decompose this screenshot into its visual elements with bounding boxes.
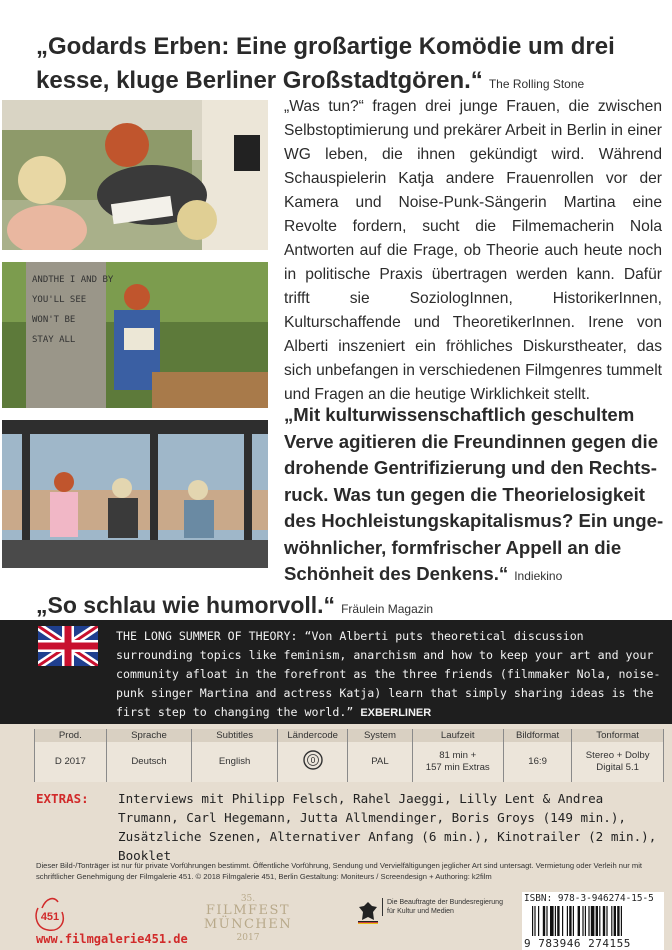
filmfest-title-line1: FILMFEST bbox=[205, 903, 291, 918]
tech-header: Subtitles bbox=[192, 729, 278, 742]
logo-451-text: 451 bbox=[40, 911, 60, 923]
barcode-bar bbox=[603, 906, 605, 936]
headline-quote bbox=[36, 30, 656, 101]
technical-header-row bbox=[35, 729, 664, 742]
barcode-bar bbox=[562, 906, 563, 936]
barcode-bar bbox=[569, 906, 571, 936]
barcode-bar bbox=[534, 906, 535, 936]
english-blurb-source: EXBERLINER bbox=[360, 707, 432, 719]
tech-header: Tonformat bbox=[572, 729, 664, 742]
tech-value: Stereo + Dolby Digital 5.1 bbox=[572, 742, 664, 782]
barcode-bar bbox=[606, 906, 607, 936]
region-code-icon bbox=[298, 749, 328, 771]
barcode-bar bbox=[573, 906, 574, 936]
barcode-bar bbox=[550, 906, 554, 936]
extras-label: EXTRAS: bbox=[36, 791, 89, 806]
barcode-bar bbox=[532, 906, 533, 936]
english-blurb-text: THE LONG SUMMER OF THEORY: “Von Alberti puts theoretical discussion surrounding topics like feminism, anarchism and how to keep your art and your community afloat in the forefront as the three friends (filmmaker Nola, noise-punk singer Martina and actress Katja) learn that simply sharing ideas is the first step to changing the world.” bbox=[116, 629, 661, 719]
extras-list: Interviews mit Philipp Felsch, Rahel Jaeggi, Lilly Lent & Andrea Trumann, Carl Hegemann, Jutta Allmendinger, Boris Groys (149 min.), Zusätzliche Szenen, Alternativer Anfang (6 min.), Kinotrailer (2 min.), Booklet bbox=[118, 791, 657, 863]
filmfest-number: 35. bbox=[240, 894, 256, 904]
tech-value: Deutsch bbox=[106, 742, 192, 782]
review-quote-source: Fräulein Magazin bbox=[341, 602, 434, 616]
barcode-bar bbox=[599, 906, 600, 936]
tech-header: System bbox=[348, 729, 412, 742]
bkm-text: Die Beauftragte der Bundesregierung für Kultur und Medien bbox=[382, 898, 513, 916]
tech-value: 16:9 bbox=[503, 742, 571, 782]
svg-text:ANDTHE I AND BY: ANDTHE I AND BY bbox=[32, 275, 114, 285]
technical-data-table bbox=[34, 729, 664, 782]
tech-value: English bbox=[192, 742, 278, 782]
barcode-bar bbox=[578, 906, 580, 936]
synopsis: „Was tun?“ fragen drei junge Frauen, die zwischen Selbstoptimierung und prekärer Arbeit in Berlin in einer WG leben, die ihnen gekündigt wird. Während Schauspielerin Katja andere Frauenrollen vor der Kamera und Noise-Punk-Sängerin Martina eine Revolte fordern, sucht die Filmemacherin Nola Antworten auf die Frage, ob Theorie auch heute noch in politische Praxis übertragen werden kann. Dafür trifft sie SoziologInnen, HistorikerInnen, Kulturschaffende und TheoretikerInnen. Irene von Alberti inszeniert ein fröhliches Diskurstheater, das sich unbefangen in verschiedenen Filmgenres tummelt und Fragen an die heutige Wirklichkeit stellt. bbox=[284, 98, 662, 403]
barcode-bar bbox=[557, 906, 559, 936]
english-blurb bbox=[116, 627, 664, 723]
legal-notice: Dieser Bild-/Tonträger ist nur für private Vorführungen bestimmt. Öffentliche Vorführung, Sendung und Vervielfältigungen jeglicher Art sind untersagt. Vermietung oder Verleih nur mit schriftlicher Genehmigung der Filmgalerie 451. © 2018 Filmgalerie 451, Berlin Gestaltung: Moniteurs / Screendesign + Authoring: k2film bbox=[36, 861, 643, 881]
barcode-bar bbox=[611, 906, 612, 936]
barcode-bar bbox=[588, 906, 589, 936]
barcode-bar bbox=[596, 906, 598, 936]
tech-header: Prod. bbox=[35, 729, 107, 742]
barcode-icon bbox=[532, 906, 658, 936]
review-quote-text: „So schlau wie humorvoll.“ bbox=[36, 592, 336, 618]
tech-header: Laufzeit bbox=[412, 729, 503, 742]
federal-eagle-icon bbox=[358, 900, 378, 924]
website-url[interactable]: www.filmgalerie451.de bbox=[36, 932, 188, 946]
svg-text:WON'T BE: WON'T BE bbox=[32, 315, 76, 325]
barcode-bar bbox=[555, 906, 556, 936]
tech-value: 81 min + 157 min Extras bbox=[412, 742, 503, 782]
tech-header: Sprache bbox=[106, 729, 192, 742]
film-still-2 bbox=[2, 262, 268, 408]
review-quote-indiekino bbox=[284, 402, 664, 590]
uk-flag-icon bbox=[38, 626, 98, 666]
film-still-3 bbox=[2, 420, 268, 568]
filmgalerie-451-logo bbox=[32, 894, 68, 932]
review-quote-fraeulein bbox=[36, 590, 636, 624]
tech-value: D 2017 bbox=[35, 742, 107, 782]
barcode-bar bbox=[538, 906, 539, 936]
barcode-bar bbox=[567, 906, 568, 936]
tech-header: Bildformat bbox=[503, 729, 571, 742]
tech-value: PAL bbox=[348, 742, 412, 782]
region-code-cell bbox=[277, 742, 347, 782]
filmfest-title-line2: MÜNCHEN bbox=[203, 917, 293, 932]
barcode-bar bbox=[582, 906, 583, 936]
barcode-bar bbox=[585, 906, 586, 936]
headline-quote-text: „Godards Erben: Eine großartige Komödie um drei kesse, kluge Berliner Großstadtgören.“ bbox=[36, 33, 615, 94]
tech-header: Ländercode bbox=[277, 729, 347, 742]
review-quote-source: Indiekino bbox=[514, 569, 563, 583]
review-quote-text: „Mit kulturwissenschaftlich geschultem Verve agitieren die Freundinnen gegen die drohende Gentrifizierung und den Rechtsruck. Was tun gegen die Theorielosigkeit des Hochleistungskapitalismus? Ein ungewöhnlicher, formfrischer Appell an die Schönheit des Denkens.“ bbox=[284, 404, 664, 584]
isbn: ISBN: 978-3-946274-15-5 bbox=[524, 893, 654, 904]
technical-value-row bbox=[35, 742, 664, 782]
headline-quote-source: The Rolling Stone bbox=[488, 77, 585, 91]
filmfest-muenchen-logo bbox=[198, 894, 298, 944]
barcode-bar bbox=[621, 906, 622, 936]
region-code-value: 0 bbox=[310, 756, 315, 765]
svg-text:STAY ALL: STAY ALL bbox=[32, 335, 76, 345]
ean-number: 9 783946 274155 bbox=[524, 937, 631, 950]
barcode-bar bbox=[614, 906, 616, 936]
barcode-bar bbox=[591, 906, 595, 936]
film-still-1 bbox=[2, 100, 268, 250]
filmfest-year: 2017 bbox=[236, 933, 260, 943]
barcode-bar bbox=[543, 906, 545, 936]
svg-text:YOU'LL SEE: YOU'LL SEE bbox=[32, 295, 87, 305]
barcode-bar bbox=[617, 906, 619, 936]
barcode-bar bbox=[546, 906, 547, 936]
